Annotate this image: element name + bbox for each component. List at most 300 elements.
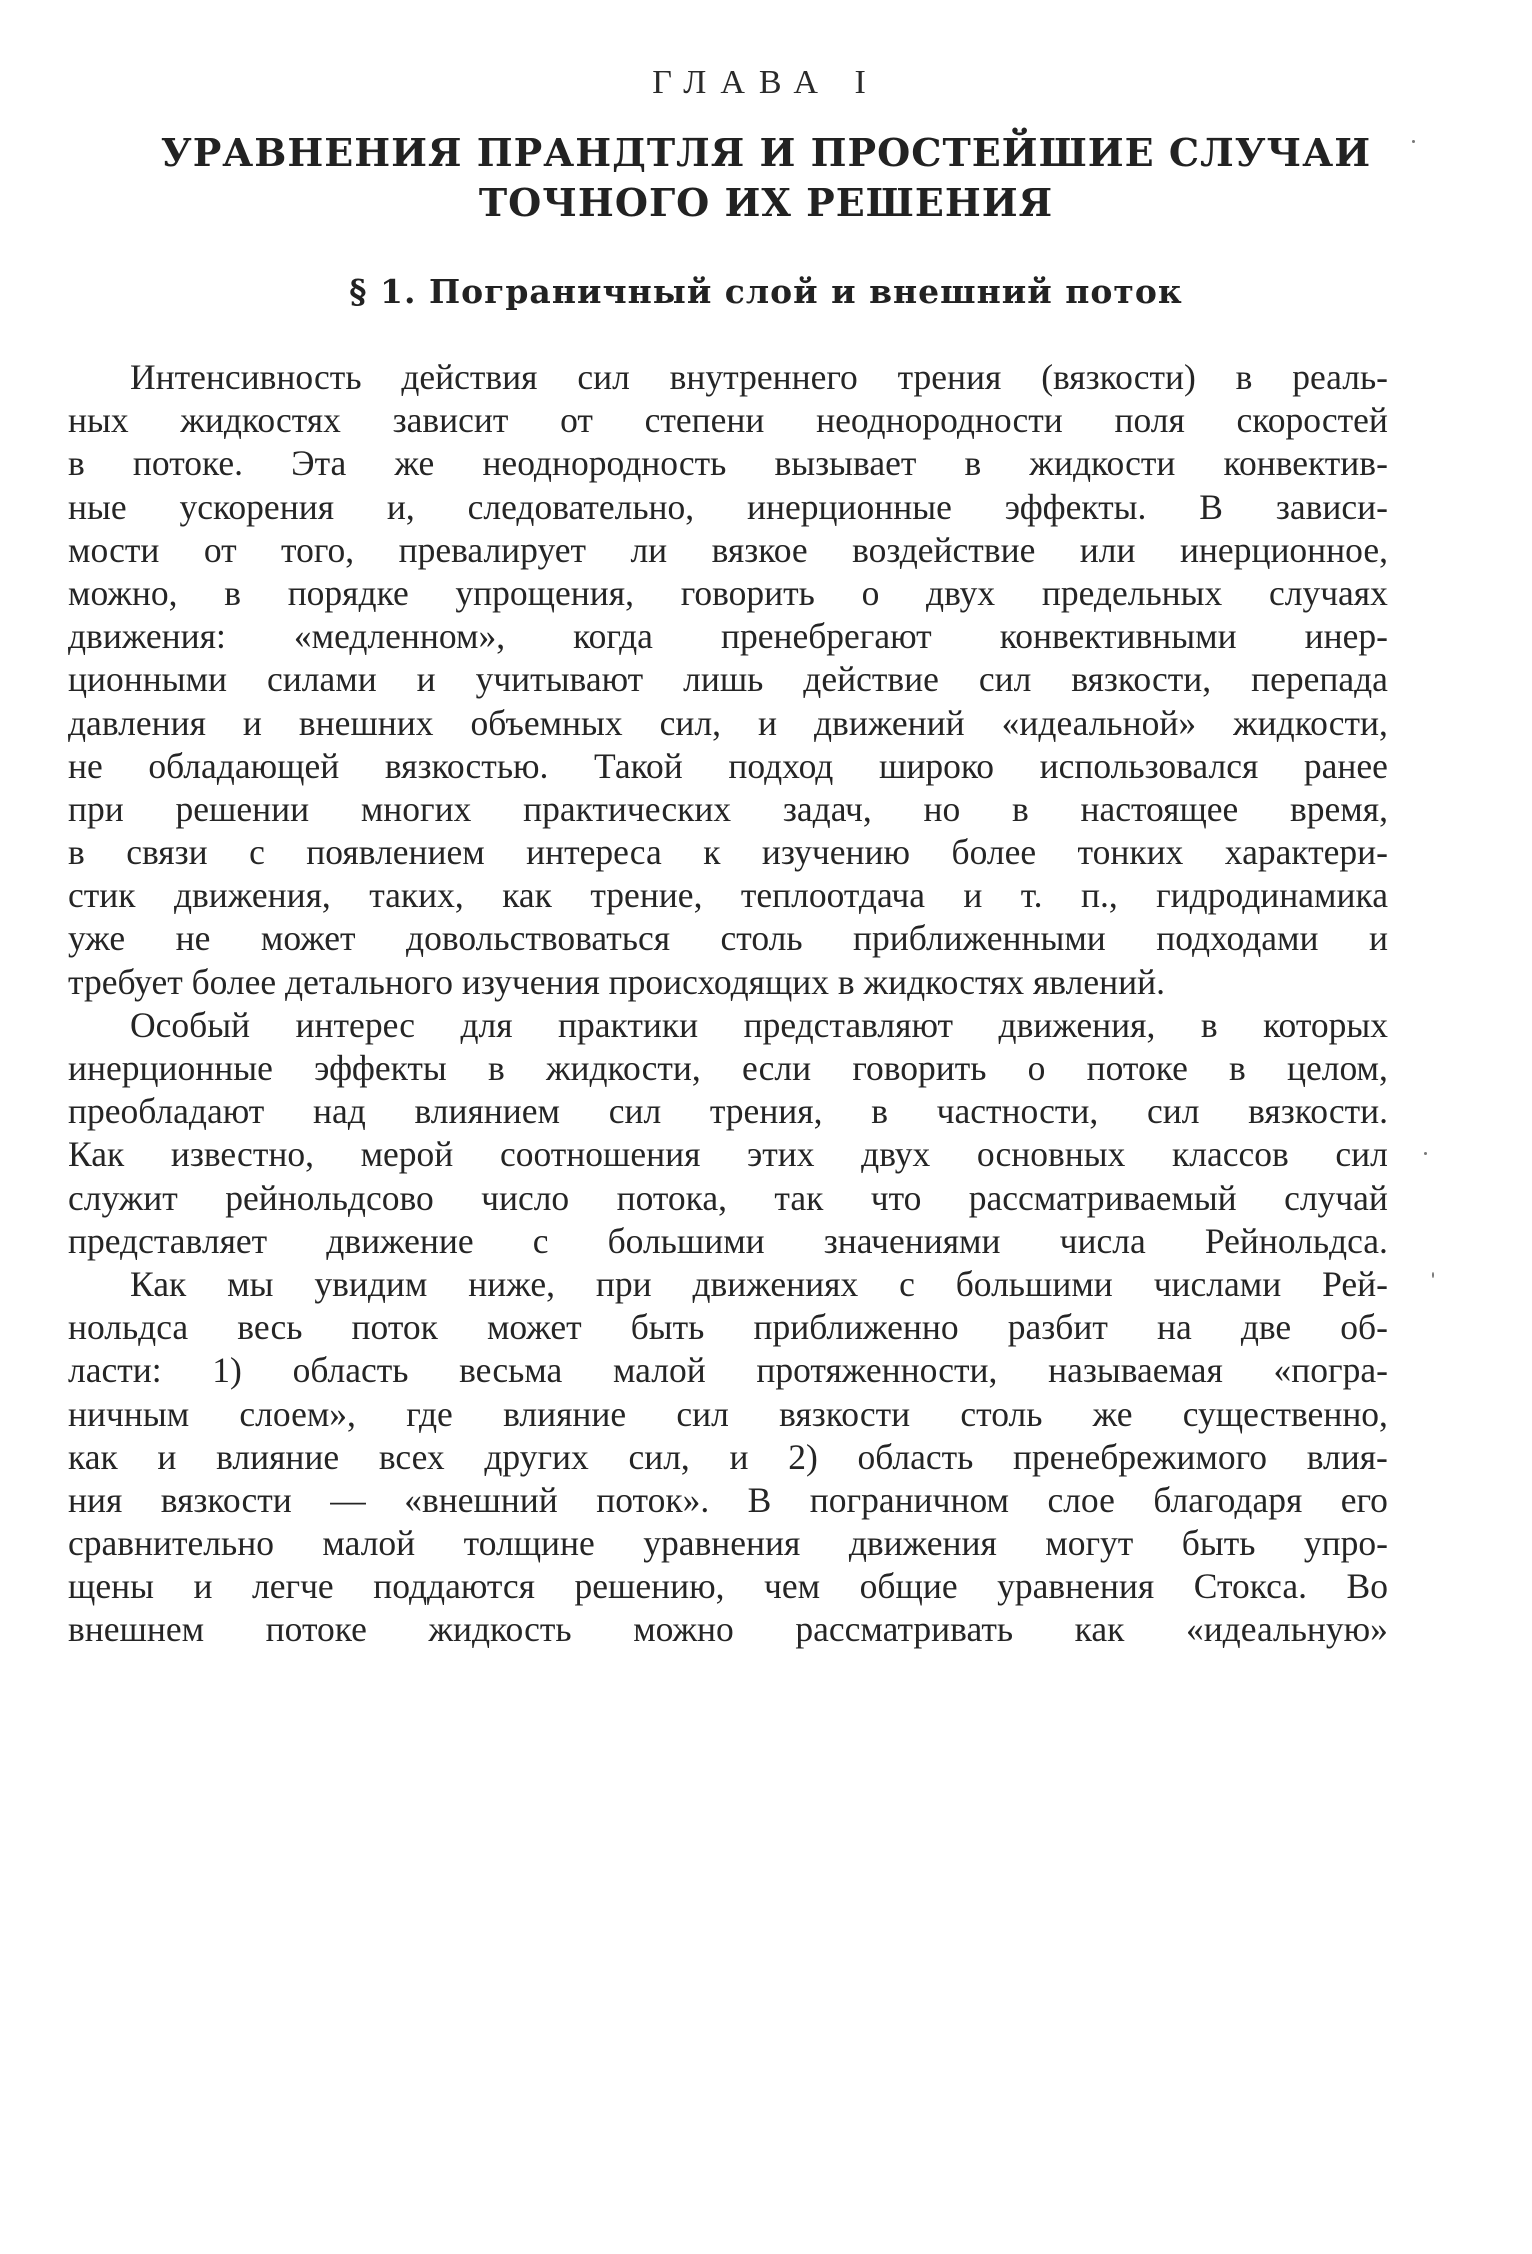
text-line xyxy=(68,1263,1388,1306)
text-line xyxy=(68,788,1388,831)
word: других xyxy=(484,1436,589,1477)
word: ли xyxy=(630,529,668,570)
scan-speck xyxy=(1424,1152,1427,1155)
word: Эта xyxy=(291,443,347,484)
text-line-words xyxy=(68,615,1388,658)
word: можно xyxy=(633,1609,734,1650)
text-line-words xyxy=(68,442,1388,485)
word: в xyxy=(964,443,982,484)
word: интерес xyxy=(295,1004,415,1045)
word: практики xyxy=(558,1004,699,1045)
word: ниже, xyxy=(468,1263,555,1304)
text-line-words xyxy=(68,529,1388,572)
word: силами xyxy=(267,659,377,700)
text-line xyxy=(68,1349,1388,1392)
word: инер- xyxy=(1304,616,1388,657)
word: упро- xyxy=(1303,1523,1388,1564)
word: известно, xyxy=(170,1134,314,1175)
text-line-words xyxy=(68,1047,1388,1090)
word: жидкости xyxy=(1029,443,1176,484)
word: и xyxy=(729,1436,749,1477)
word: но xyxy=(923,788,961,829)
word: влияние xyxy=(503,1393,627,1434)
text-line xyxy=(68,572,1388,615)
word: движениях xyxy=(692,1263,859,1304)
word: столь xyxy=(960,1393,1043,1434)
word: область xyxy=(857,1436,974,1477)
word: потоке xyxy=(265,1609,367,1650)
word: ционными xyxy=(68,659,228,700)
word: и, xyxy=(386,486,415,527)
word: задач, xyxy=(782,788,872,829)
word: ния xyxy=(68,1479,123,1520)
word: подходами xyxy=(1156,918,1319,959)
word: к xyxy=(703,832,721,873)
word: потоке. xyxy=(132,443,243,484)
word: жидкостях xyxy=(180,400,341,441)
text-line xyxy=(68,1004,1388,1047)
text-line xyxy=(68,1090,1388,1133)
text-line xyxy=(68,1393,1388,1436)
word: трение, xyxy=(590,875,703,916)
word: называемая xyxy=(1048,1350,1223,1391)
word: Как xyxy=(68,1134,125,1175)
text-line: требует более детального изучения происходящих в жидкостях явлений. xyxy=(68,961,1165,1002)
word: движение xyxy=(326,1220,474,1261)
text-line xyxy=(68,356,1388,399)
word: столь xyxy=(720,918,803,959)
text-line-words xyxy=(68,1090,1388,1133)
word: в xyxy=(1011,788,1029,829)
text-line xyxy=(68,745,1388,788)
word: над xyxy=(312,1091,366,1132)
word: в xyxy=(488,1048,505,1088)
word: не xyxy=(175,918,211,959)
word: гидродинамика xyxy=(1156,875,1388,916)
word: об- xyxy=(1340,1307,1388,1348)
text-line xyxy=(68,1479,1388,1522)
word: число xyxy=(481,1177,570,1218)
word: «медленном», xyxy=(293,616,506,657)
body-text xyxy=(68,356,1388,1652)
text-line-words xyxy=(68,702,1388,745)
word: в xyxy=(68,443,85,484)
word: влияние xyxy=(216,1436,340,1477)
word: его xyxy=(1340,1479,1388,1520)
text-line xyxy=(68,658,1388,701)
word: связи xyxy=(126,832,208,873)
word: неоднородность xyxy=(482,443,727,484)
word: изучению xyxy=(761,832,911,873)
word: и xyxy=(416,659,436,700)
word: и xyxy=(1369,918,1388,959)
word: потоке xyxy=(1086,1048,1188,1088)
word: решению, xyxy=(574,1566,725,1607)
word: (вязкости) xyxy=(1041,357,1196,397)
word: характери- xyxy=(1224,832,1388,873)
word: в xyxy=(224,572,241,613)
word: и xyxy=(193,1566,213,1607)
word: эффекты. xyxy=(1004,486,1147,527)
text-line-words xyxy=(68,1349,1388,1392)
word: сил xyxy=(676,1393,729,1434)
word: разбит xyxy=(1007,1307,1108,1348)
word: давления xyxy=(68,702,206,743)
word: классов xyxy=(1172,1134,1289,1175)
word: Стокса. xyxy=(1193,1566,1307,1607)
section-heading: § 1. Пограничный слой и внешний поток xyxy=(349,272,1183,311)
word: довольствоваться xyxy=(406,918,671,959)
word: протяженности, xyxy=(756,1350,998,1391)
word: пренебрегают xyxy=(720,616,932,657)
word: внутреннего xyxy=(669,357,858,397)
word: внешних xyxy=(298,702,434,743)
word: обладающей xyxy=(148,745,340,786)
word: как xyxy=(1074,1609,1125,1650)
word: большими xyxy=(955,1263,1113,1304)
word: — xyxy=(330,1479,366,1520)
word: т. xyxy=(1020,875,1043,916)
word: сил xyxy=(1146,1091,1200,1132)
word: малой xyxy=(322,1523,416,1564)
word: в xyxy=(68,832,85,873)
word: воздействие xyxy=(852,529,1036,570)
word: движения, xyxy=(173,875,331,916)
word: говорить xyxy=(852,1048,987,1088)
word: так xyxy=(774,1177,824,1218)
word: может xyxy=(260,918,356,959)
word: движений xyxy=(814,702,965,743)
word: говорить xyxy=(680,572,815,613)
word: и xyxy=(242,702,262,743)
word: ранее xyxy=(1303,745,1388,786)
word: Рейнольдса. xyxy=(1204,1220,1388,1261)
word: легче xyxy=(252,1566,334,1607)
text-line-words xyxy=(68,1177,1388,1220)
word: интереса xyxy=(526,832,662,873)
word: основных xyxy=(976,1134,1126,1175)
word: зависи- xyxy=(1275,486,1388,527)
word: лишь xyxy=(683,659,764,700)
word: чем xyxy=(764,1566,821,1607)
word: всех xyxy=(378,1436,445,1477)
word: щены xyxy=(68,1566,154,1607)
word: широко xyxy=(878,745,995,786)
word: мерой xyxy=(360,1134,454,1175)
text-line xyxy=(68,1177,1388,1220)
word: слое xyxy=(1047,1479,1115,1520)
word: «внешний xyxy=(404,1479,558,1520)
word: от xyxy=(203,529,237,570)
word: с xyxy=(532,1220,549,1261)
word: ускорения xyxy=(179,486,335,527)
word: порядке xyxy=(287,572,409,613)
word: В xyxy=(747,1479,772,1520)
word: и xyxy=(963,875,983,916)
word: трения xyxy=(897,357,1002,397)
word: «погра- xyxy=(1273,1350,1388,1391)
word: уравнения xyxy=(643,1523,801,1564)
word: рассматривать xyxy=(795,1609,1014,1650)
word: двух xyxy=(926,572,996,613)
word: влия- xyxy=(1306,1436,1388,1477)
word: представляют xyxy=(743,1004,954,1045)
text-line xyxy=(68,1306,1388,1349)
word: вязкости xyxy=(779,1393,911,1434)
word: представляет xyxy=(68,1220,268,1261)
word: двух xyxy=(861,1134,931,1175)
word: уже xyxy=(68,918,126,959)
word: служит xyxy=(68,1177,178,1218)
word: скоростей xyxy=(1236,400,1388,441)
word: в xyxy=(1200,1004,1218,1045)
chapter-label: ГЛАВА I xyxy=(652,64,880,101)
word: малой xyxy=(612,1350,706,1391)
word: и xyxy=(758,702,777,743)
word: не xyxy=(68,745,103,786)
word: общие xyxy=(859,1566,958,1607)
word: инерционные xyxy=(747,486,952,527)
chapter-title xyxy=(0,128,1532,228)
word: значениями xyxy=(823,1220,1001,1261)
text-line-words xyxy=(68,1522,1388,1565)
word: приближенно xyxy=(753,1307,959,1348)
word: вызывает xyxy=(774,443,917,484)
chapter-title-line: ТОЧНОГО ИХ РЕШЕНИЯ xyxy=(478,180,1054,225)
word: ласти: xyxy=(68,1350,162,1391)
word: того, xyxy=(281,529,355,570)
text-line-words xyxy=(68,1479,1388,1522)
word: и xyxy=(157,1436,177,1477)
word: быть xyxy=(1181,1523,1256,1564)
word: этих xyxy=(747,1134,815,1175)
word: вязкое xyxy=(711,529,808,570)
word: поток xyxy=(351,1307,438,1348)
word: могут xyxy=(1045,1523,1134,1564)
word: при xyxy=(68,788,124,829)
word: поля xyxy=(1114,400,1185,441)
word: сил, xyxy=(628,1436,690,1477)
word: же xyxy=(394,443,435,484)
word: сравнительно xyxy=(68,1523,274,1564)
text-line xyxy=(68,917,1388,960)
word: ные xyxy=(68,486,127,527)
word: Во xyxy=(1346,1566,1388,1607)
word: Особый xyxy=(130,1004,251,1045)
text-line-words xyxy=(68,1565,1388,1608)
text-line xyxy=(68,486,1388,529)
word: Как xyxy=(130,1263,187,1304)
word: числами xyxy=(1153,1263,1282,1304)
word: в xyxy=(871,1091,888,1132)
text-line-words xyxy=(68,1436,1388,1479)
word: в xyxy=(1229,1048,1246,1088)
word: существенно, xyxy=(1182,1393,1388,1434)
word: упрощения, xyxy=(455,572,634,613)
text-line xyxy=(68,615,1388,658)
word: поток». xyxy=(596,1479,710,1520)
text-line xyxy=(68,1522,1388,1565)
text-line-words xyxy=(130,1263,1388,1306)
text-line-words xyxy=(68,1220,1388,1263)
word: 2) xyxy=(788,1436,818,1477)
word: где xyxy=(406,1393,453,1434)
word: с xyxy=(249,832,265,873)
word: неоднородности xyxy=(816,400,1063,441)
word: числа xyxy=(1059,1220,1146,1261)
word: сил xyxy=(1335,1134,1388,1175)
text-line-words xyxy=(68,486,1388,529)
text-line-words xyxy=(130,356,1388,399)
word: п., xyxy=(1080,875,1118,916)
word: предельных xyxy=(1041,572,1223,613)
word: перепада xyxy=(1251,659,1388,700)
text-line xyxy=(68,1436,1388,1479)
word: о xyxy=(1027,1048,1046,1088)
word: движения: xyxy=(68,616,226,657)
word: же xyxy=(1092,1393,1133,1434)
text-line-words xyxy=(68,399,1388,442)
word: использовался xyxy=(1039,745,1259,786)
word: рассматриваемый xyxy=(968,1177,1237,1218)
word: нольдса xyxy=(68,1307,189,1348)
word: вязкости. xyxy=(1248,1091,1388,1132)
word: теплоотдача xyxy=(740,875,925,916)
word: случай xyxy=(1284,1177,1388,1218)
word: пограничном xyxy=(809,1479,1009,1520)
text-line xyxy=(68,1608,1388,1651)
word: более xyxy=(951,832,1037,873)
word: тонких xyxy=(1077,832,1184,873)
text-line xyxy=(68,702,1388,745)
word: таких, xyxy=(369,875,464,916)
word: В xyxy=(1199,486,1223,527)
text-line xyxy=(68,1047,1388,1090)
word: о xyxy=(861,572,880,613)
word: потока, xyxy=(616,1177,727,1218)
word: ничным xyxy=(68,1393,190,1434)
text-line-words xyxy=(130,1004,1388,1047)
word: быть xyxy=(630,1307,705,1348)
word: мы xyxy=(227,1263,274,1304)
text-line xyxy=(68,874,1388,917)
word: Интенсивность xyxy=(130,357,362,397)
word: настоящее xyxy=(1080,788,1239,829)
word: решении xyxy=(175,788,310,829)
text-line-words xyxy=(68,1133,1388,1176)
word: соотношения xyxy=(499,1134,701,1175)
word: которых xyxy=(1263,1004,1388,1045)
word: учитывают xyxy=(475,659,644,700)
word: целом, xyxy=(1287,1048,1388,1088)
text-line-words xyxy=(68,1393,1388,1436)
word: частности, xyxy=(936,1091,1099,1132)
word: степени xyxy=(644,400,765,441)
word: конвективными xyxy=(999,616,1237,657)
word: подход xyxy=(728,745,834,786)
word: приближенными xyxy=(853,918,1106,959)
word: толщине xyxy=(463,1523,595,1564)
word: зависит xyxy=(392,400,509,441)
word: появлением xyxy=(306,832,485,873)
word: весь xyxy=(237,1307,303,1348)
word: жидкости, xyxy=(545,1048,701,1088)
word: жидкости, xyxy=(1233,702,1388,743)
word: мости xyxy=(68,529,160,570)
word: сил xyxy=(577,357,630,397)
word: действия xyxy=(401,357,538,397)
word: действие xyxy=(803,659,939,700)
word: уравнения xyxy=(997,1566,1155,1607)
text-line-words xyxy=(68,1306,1388,1349)
scan-speck xyxy=(1432,1272,1434,1278)
text-line-words xyxy=(68,831,1388,874)
word: в xyxy=(1235,357,1253,397)
word: пренебрежимого xyxy=(1013,1436,1268,1477)
text-line xyxy=(68,831,1388,874)
word: движения, xyxy=(998,1004,1156,1045)
word: трения, xyxy=(709,1091,823,1132)
word: 1) xyxy=(212,1350,242,1391)
chapter-title-line: УРАВНЕНИЯ ПРАНДТЛЯ И ПРОСТЕЙШИЕ СЛУЧАИ xyxy=(160,130,1372,175)
word: сил xyxy=(608,1091,662,1132)
word: «идеальную» xyxy=(1185,1609,1388,1650)
word: увидим xyxy=(314,1263,428,1304)
word: что xyxy=(870,1177,922,1218)
word: реаль- xyxy=(1292,357,1388,397)
word: благодаря xyxy=(1153,1479,1303,1520)
word: преобладают xyxy=(68,1091,265,1132)
word: внешнем xyxy=(68,1609,205,1650)
text-line-words xyxy=(68,658,1388,701)
word: время, xyxy=(1290,788,1388,829)
text-line-words xyxy=(68,874,1388,917)
text-line-words xyxy=(68,572,1388,615)
word: слоем», xyxy=(239,1393,356,1434)
word: с xyxy=(899,1263,915,1304)
word: можно, xyxy=(68,572,178,613)
text-line-words xyxy=(68,1608,1388,1651)
word: для xyxy=(460,1004,513,1045)
word: инерционное, xyxy=(1179,529,1388,570)
word: или xyxy=(1079,529,1136,570)
word: может xyxy=(486,1307,582,1348)
word: объемных xyxy=(470,702,623,743)
word: рейнольдсово xyxy=(225,1177,434,1218)
word: стик xyxy=(68,875,136,916)
word: конвектив- xyxy=(1223,443,1388,484)
word: две xyxy=(1240,1307,1292,1348)
text-line xyxy=(68,399,1388,442)
text-line xyxy=(68,1220,1388,1263)
word: эффекты xyxy=(314,1048,447,1088)
word: при xyxy=(595,1263,652,1304)
text-line xyxy=(68,1133,1388,1176)
word: многих xyxy=(360,788,472,829)
word: Такой xyxy=(594,745,683,786)
word: ных xyxy=(68,400,129,441)
word: следовательно, xyxy=(467,486,695,527)
word: как xyxy=(68,1436,118,1477)
text-line-words xyxy=(68,788,1388,831)
word: от xyxy=(560,400,593,441)
word: практических xyxy=(523,788,732,829)
word: вязкости, xyxy=(1071,659,1212,700)
text-line xyxy=(68,529,1388,572)
text-line-words xyxy=(68,917,1388,960)
word: на xyxy=(1156,1307,1192,1348)
word: весьма xyxy=(459,1350,563,1391)
